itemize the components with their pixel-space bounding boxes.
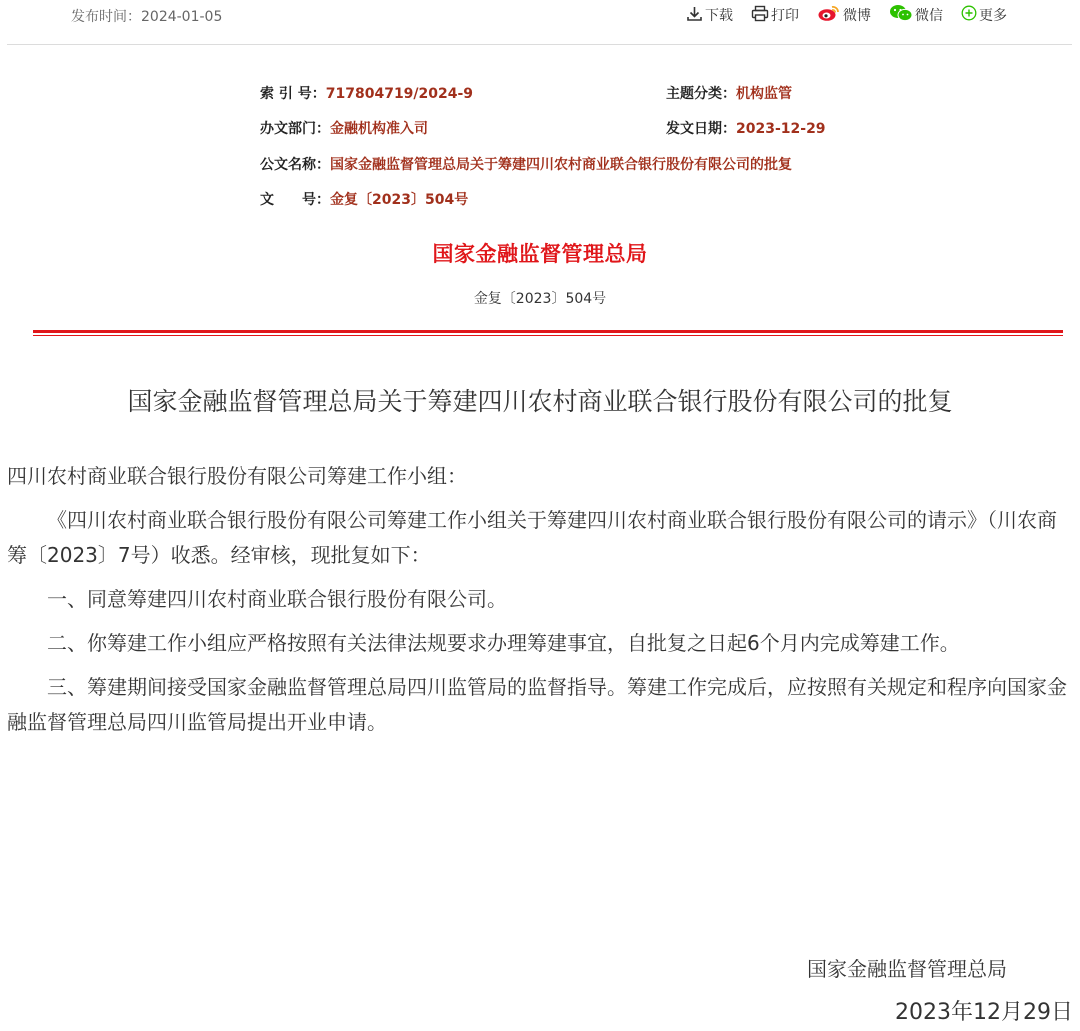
red-rule-thin [33, 335, 1063, 336]
share-toolbar [686, 4, 1007, 26]
meta-doc-number [260, 189, 468, 209]
meta-dept-key: 办文部门： [260, 121, 330, 137]
meta-doc-name-key: 公文名称： [260, 157, 330, 173]
meta-date-value: 2023-12-29 [736, 121, 826, 137]
doc-number: 金复〔2023〕504号 [473, 291, 607, 307]
meta-topic [666, 83, 792, 103]
more-share-button[interactable] [961, 5, 1007, 25]
red-rule-thick [33, 330, 1063, 333]
meta-date [666, 118, 826, 138]
paragraph-4: 三、筹建期间接受国家金融监督管理总局四川监管局的监督指导。筹建工作完成后，应按照有关规定和程序向国家金融监督管理总局四川监管局提出开业申请。 [7, 675, 1067, 734]
document-body [7, 459, 1073, 749]
signature-date: 2023年12月29日 [895, 1000, 1073, 1025]
issuer-heading: 国家金融监督管理总局 [432, 242, 648, 266]
wechat-icon [889, 4, 913, 26]
meta-index-key: 索 引 号： [260, 86, 326, 102]
wechat-share-button[interactable] [889, 4, 943, 26]
meta-doc-name-value: 国家金融监督管理总局关于筹建四川农村商业联合银行股份有限公司的批复 [330, 157, 792, 173]
print-button[interactable] [751, 5, 799, 26]
publish-time: 发布时间：2024-01-05 [71, 9, 223, 25]
meta-dept-value: 金融机构准入司 [330, 121, 428, 137]
print-label: 打印 [771, 8, 799, 24]
paragraph-1: 《四川农村商业联合银行股份有限公司筹建工作小组关于筹建四川农村商业联合银行股份有限公司的请示》（川农商筹〔2023〕7号）收悉。经审核，现批复如下： [7, 508, 1057, 567]
download-button[interactable] [686, 5, 733, 26]
meta-topic-key: 主题分类： [666, 86, 736, 102]
weibo-label: 微博 [843, 8, 871, 24]
meta-dept [260, 118, 428, 138]
meta-doc-name [260, 154, 792, 174]
meta-topic-value: 机构监管 [736, 86, 792, 102]
more-label: 更多 [979, 8, 1007, 24]
download-icon [686, 5, 703, 26]
download-label: 下载 [705, 8, 733, 24]
plus-circle-icon [961, 5, 977, 25]
meta-index [260, 83, 473, 103]
weibo-share-button[interactable] [817, 4, 871, 26]
paragraph-2: 一、同意筹建四川农村商业联合银行股份有限公司。 [47, 587, 507, 611]
document-title: 国家金融监督管理总局关于筹建四川农村商业联合银行股份有限公司的批复 [127, 387, 953, 416]
weibo-icon [817, 4, 841, 26]
header-divider [7, 44, 1072, 45]
top-bar [0, 0, 1080, 44]
signature-org: 国家金融监督管理总局 [807, 957, 1007, 981]
wechat-label: 微信 [915, 8, 943, 24]
salutation: 四川农村商业联合银行股份有限公司筹建工作小组： [7, 464, 467, 488]
meta-doc-number-key: 文 号： [260, 192, 330, 208]
meta-date-key: 发文日期： [666, 121, 736, 137]
paragraph-3: 二、你筹建工作小组应严格按照有关法律法规要求办理筹建事宜，自批复之日起6个月内完成筹建工作。 [47, 631, 960, 655]
print-icon [751, 5, 769, 26]
meta-doc-number-value: 金复〔2023〕504号 [330, 192, 469, 208]
meta-index-value: 717804719/2024-9 [325, 86, 474, 102]
